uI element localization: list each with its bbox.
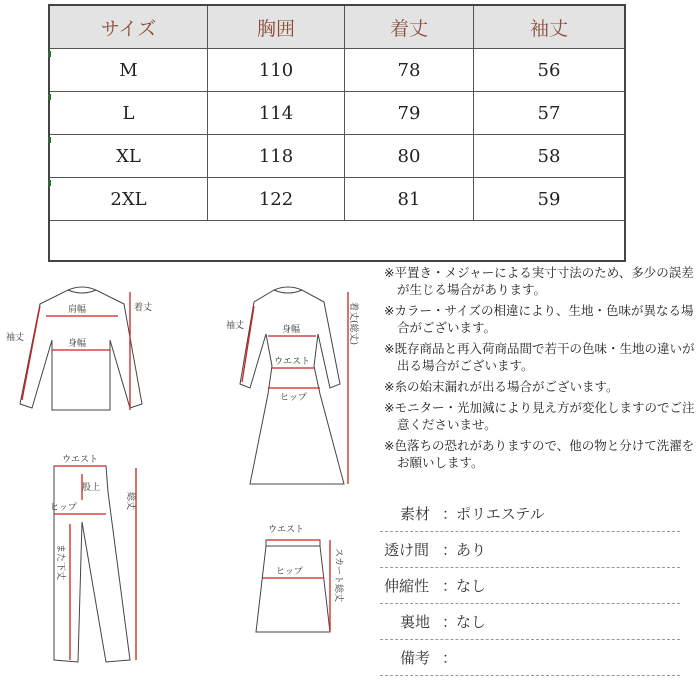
note-item: ※カラー・サイズの相違により、生地・色味が異なる場合がございます。 <box>384 303 694 335</box>
spec-value: なし <box>456 613 487 631</box>
table-row <box>50 135 624 178</box>
dress-sleeve-label: 袖丈 <box>226 321 245 331</box>
note-item: ※既存商品と再入荷商品間で若干の色味・生地の違いが出る場合がございます。 <box>384 341 695 373</box>
cell-sleeve: 57 <box>474 92 625 135</box>
table-row <box>50 178 624 221</box>
spec-row-material <box>380 496 680 532</box>
table-row <box>50 49 624 92</box>
spec-row-lining <box>380 604 680 640</box>
spec-separator: ： <box>442 577 458 595</box>
dress-measure-diagram <box>224 284 364 494</box>
cell-length: 81 <box>345 178 474 221</box>
spec-separator: ： <box>442 541 458 559</box>
note-item: ※色落ちの恐れがありますので、他の物と分けて洗濯をお願いします。 <box>384 438 695 470</box>
dress-sleeve-measure-line <box>242 306 254 382</box>
dress-chest-label: 身幅 <box>282 325 301 335</box>
pants-hip-label: ヒップ <box>50 503 77 513</box>
pants-inseam-label: また下丈 <box>55 544 65 581</box>
top-collar <box>68 287 96 290</box>
blank-cell <box>50 221 624 262</box>
top-measure-diagram <box>6 282 156 422</box>
cell-length: 80 <box>345 135 474 178</box>
size-table <box>48 4 626 262</box>
pants-waist-label: ウエスト <box>62 455 99 465</box>
note-item: ※平置き・メジャーによる実寸寸法のため、多少の誤差が生じる場合があります。 <box>384 265 694 297</box>
spec-row-sheerness <box>380 532 680 568</box>
header-chest: 胸囲 <box>208 6 345 49</box>
sleeve-label: 袖丈 <box>6 333 25 343</box>
dress-hip-label: ヒップ <box>280 393 307 403</box>
sleeve-measure-line <box>22 306 40 400</box>
row-marker <box>48 94 51 100</box>
header-size: サイズ <box>50 6 208 49</box>
pants-length-label: 総丈 <box>125 492 135 511</box>
spec-label: 素材 <box>400 505 431 523</box>
cell-chest: 118 <box>208 135 345 178</box>
cell-size: L <box>50 92 208 135</box>
cell-length: 79 <box>345 92 474 135</box>
shoulder-label: 肩幅 <box>68 305 87 315</box>
cell-chest: 122 <box>208 178 345 221</box>
cell-sleeve: 59 <box>474 178 625 221</box>
skirt-measure-diagram <box>242 520 362 638</box>
length-label: 着丈 <box>134 303 153 313</box>
spec-separator: ： <box>442 613 458 631</box>
note-item: ※モニター・光加減により見え方が変化しますのでご注意くださいませ。 <box>384 400 695 432</box>
cell-chest: 110 <box>208 49 345 92</box>
cell-size: M <box>50 49 208 92</box>
cell-size: XL <box>50 135 208 178</box>
row-marker <box>48 137 51 143</box>
dress-collar <box>274 287 302 290</box>
material-specs <box>380 496 680 676</box>
notes-list <box>384 264 696 475</box>
dress-length-label: 着丈(総丈) <box>348 302 358 346</box>
row-marker <box>48 180 51 186</box>
note-item: ※糸の始末漏れが出る場合がございます。 <box>384 379 619 394</box>
spec-separator: ： <box>442 505 458 523</box>
pants-rise-label: 股上 <box>82 483 101 493</box>
spec-value: ポリエステル <box>456 505 545 523</box>
spec-value: なし <box>456 577 487 595</box>
table-row <box>50 92 624 135</box>
header-length: 着丈 <box>345 6 474 49</box>
cell-chest: 114 <box>208 92 345 135</box>
spec-row-stretch <box>380 568 680 604</box>
cell-sleeve: 56 <box>474 49 625 92</box>
cell-size: 2XL <box>50 178 208 221</box>
dress-waist-label: ウエスト <box>274 357 311 367</box>
skirt-length-label: スカート総丈 <box>333 548 343 603</box>
spec-label: 備考 <box>400 649 431 667</box>
skirt-hip-label: ヒップ <box>276 567 303 577</box>
row-marker <box>48 51 51 57</box>
spec-label: 伸縮性 <box>384 577 430 595</box>
cell-sleeve: 58 <box>474 135 625 178</box>
cell-length: 78 <box>345 49 474 92</box>
pants-measure-diagram <box>44 452 154 667</box>
spec-label: 透け間 <box>384 541 430 559</box>
table-blank-row <box>50 221 624 262</box>
spec-separator: ： <box>442 649 458 667</box>
spec-label: 裏地 <box>400 613 431 631</box>
dress-outline <box>240 290 344 484</box>
header-sleeve: 袖丈 <box>474 6 625 49</box>
chest-label: 身幅 <box>68 339 87 349</box>
spec-row-remarks <box>380 640 680 676</box>
table-header-row <box>50 6 624 49</box>
spec-value: あり <box>456 541 487 559</box>
skirt-outline <box>256 540 330 632</box>
skirt-waist-label: ウエスト <box>268 525 305 535</box>
